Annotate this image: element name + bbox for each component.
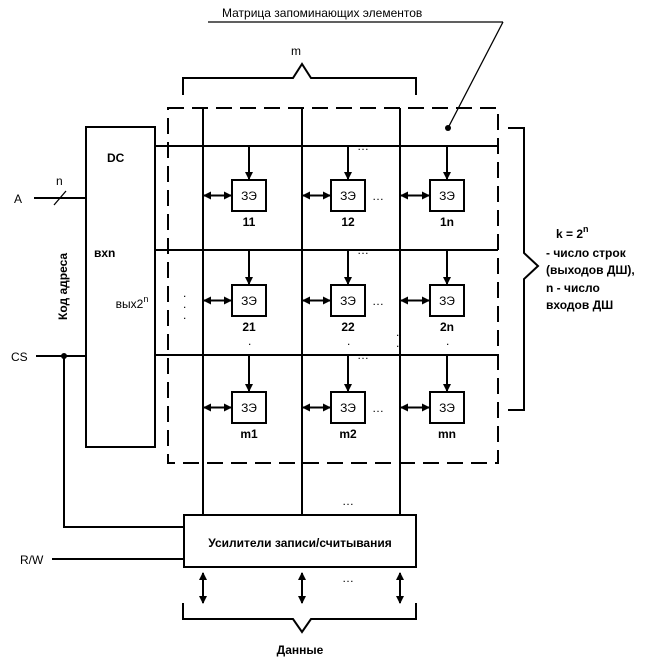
memory-cell-id-11: 11 xyxy=(242,215,256,229)
decoder-output-sup: n xyxy=(143,294,149,304)
memory-cell-text-2n: ЗЭ xyxy=(439,294,455,308)
memory-cell-text-11: ЗЭ xyxy=(241,189,257,203)
memory-cells xyxy=(204,146,464,441)
decoder-title: DC xyxy=(107,151,125,165)
memory-cell-text-m1: ЗЭ xyxy=(241,401,257,415)
row-ellipsis-1: … xyxy=(357,139,369,153)
decoder-input-label: вхn xyxy=(94,246,116,260)
cell-row-ellipsis-2: … xyxy=(372,294,384,308)
vertical-dots-col2b: . xyxy=(347,345,351,359)
title-leader-line xyxy=(448,22,503,128)
vertical-dots-mid2: . xyxy=(396,336,400,350)
column-ellipsis-bottom: … xyxy=(342,494,354,508)
cs-label: CS xyxy=(11,350,28,364)
vertical-dots-col1b: . xyxy=(248,345,252,359)
rows-brace xyxy=(508,128,538,410)
memory-cell-id-mn: mn xyxy=(438,427,456,441)
address-code-label: Код адреса xyxy=(56,252,70,320)
vertical-dots-mid: . xyxy=(396,325,400,339)
rows-note-sup: n xyxy=(583,224,589,234)
memory-cell-text-22: ЗЭ xyxy=(340,294,356,308)
memory-cell-text-21: ЗЭ xyxy=(241,294,257,308)
memory-cell-id-21: 21 xyxy=(242,320,256,334)
decoder-output-text: вых2 xyxy=(115,297,144,311)
memory-cell-text-m2: ЗЭ xyxy=(340,401,356,415)
memory-cell-id-12: 12 xyxy=(341,215,355,229)
matrix-title: Матрица запоминающих элементов xyxy=(222,6,423,20)
rw-label: R/W xyxy=(20,553,44,567)
rows-note-line2: - число строк xyxy=(546,246,626,260)
memory-cell-text-mn: ЗЭ xyxy=(439,401,455,415)
data-ellipsis: … xyxy=(342,571,354,585)
cell-row-ellipsis-1: … xyxy=(372,189,384,203)
memory-cell-text-1n: ЗЭ xyxy=(439,189,455,203)
decoder-dots-3: . xyxy=(183,308,187,322)
vertical-dots-col2: . xyxy=(347,334,351,348)
address-width-label: n xyxy=(56,174,63,188)
amplifier-label: Усилители записи/считывания xyxy=(208,536,392,550)
address-input-label: A xyxy=(14,192,23,206)
data-brace xyxy=(183,603,416,632)
decoder-block xyxy=(86,127,155,447)
row-ellipsis-2: … xyxy=(357,243,369,257)
columns-label: m xyxy=(291,44,301,58)
rows-note-line1 xyxy=(556,224,589,241)
cell-row-ellipsis-3: … xyxy=(372,401,384,415)
memory-cell-text-12: ЗЭ xyxy=(340,189,356,203)
data-label: Данные xyxy=(276,643,324,657)
vertical-dots-col3: . xyxy=(446,334,450,348)
memory-cell-id-1n: 1n xyxy=(439,215,455,229)
leader-dot xyxy=(445,125,451,131)
vertical-dots-col3b: . xyxy=(446,345,450,359)
decoder-dots-2: . xyxy=(183,297,187,311)
memory-cell-id-2n: 2n xyxy=(439,320,455,334)
rows-note-line1-text: k = 2 xyxy=(556,227,584,241)
decoder-dots: . xyxy=(183,286,187,300)
row-ellipsis-3: … xyxy=(357,348,369,362)
vertical-dots-col1: . xyxy=(248,334,252,348)
memory-cell-id-22: 22 xyxy=(341,320,355,334)
rows-note-line5: входов ДШ xyxy=(546,298,614,312)
rows-note-line4: n - число xyxy=(546,281,600,295)
rows-note-line3: (выходов ДШ), xyxy=(546,263,635,277)
columns-brace xyxy=(183,64,416,95)
memory-cell-id-m2: m2 xyxy=(339,427,357,441)
memory-cell-id-m1: m1 xyxy=(240,427,258,441)
